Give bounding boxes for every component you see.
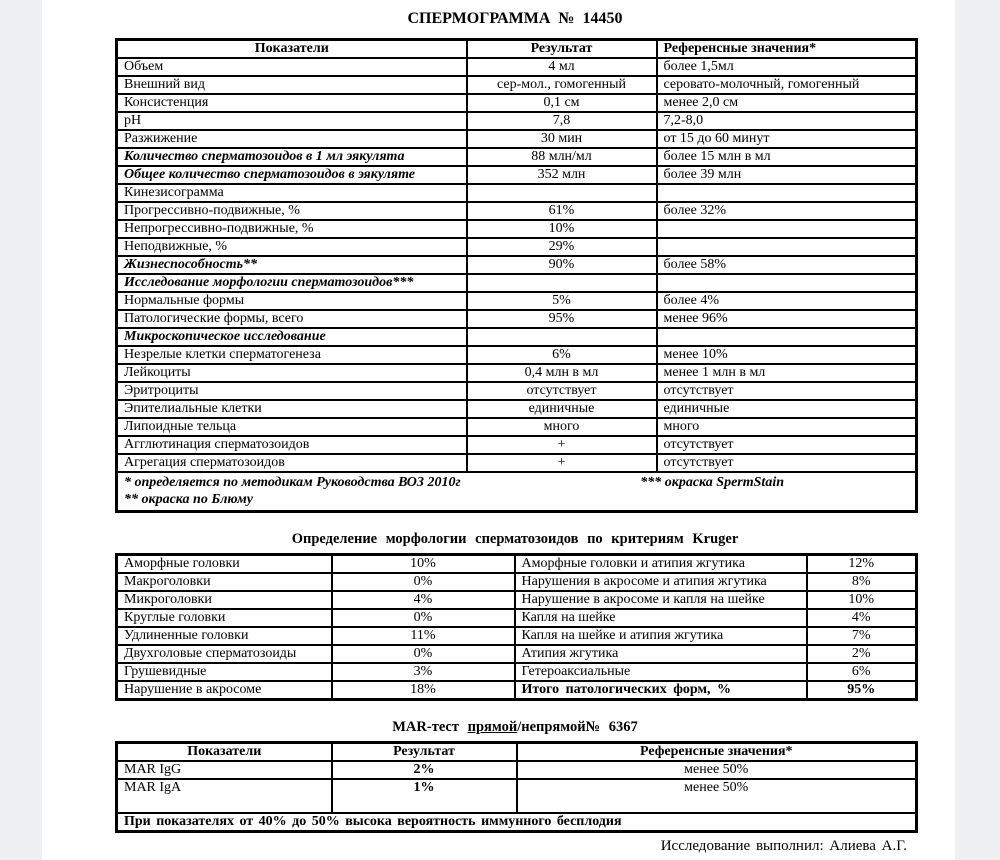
reference-value: единичные <box>657 400 917 418</box>
indicator-label: Эритроциты <box>117 382 467 400</box>
indicator-label: Исследование морфологии сперматозоидов*** <box>117 274 467 292</box>
kruger-table-body <box>117 555 917 700</box>
kruger-right-label: Итого патологических форм, % <box>515 681 807 700</box>
document-page <box>42 0 955 860</box>
table-row <box>117 645 917 663</box>
mar-reference-value: менее 50% <box>517 761 917 779</box>
indicator-label: Лейкоциты <box>117 364 467 382</box>
kruger-left-label: Аморфные головки <box>117 555 332 574</box>
document-content <box>42 0 915 855</box>
result-value: 10% <box>467 220 657 238</box>
table-row <box>117 220 917 238</box>
reference-value <box>657 220 917 238</box>
reference-value: менее 2,0 см <box>657 94 917 112</box>
table-row <box>117 256 917 274</box>
table-row <box>117 400 917 418</box>
table-row <box>117 627 917 645</box>
indicator-label: Разжижение <box>117 130 467 148</box>
indicator-label: Количество сперматозоидов в 1 мл эякулята <box>117 148 467 166</box>
reference-value: более 4% <box>657 292 917 310</box>
reference-value: 7,2-8,0 <box>657 112 917 130</box>
table-row <box>117 184 917 202</box>
kruger-left-label: Макроголовки <box>117 573 332 591</box>
footnote-spermstain: *** окраска SpermStain <box>640 475 784 490</box>
kruger-right-label: Капля на шейке и атипия жгутика <box>515 627 807 645</box>
indicator-label: Нормальные формы <box>117 292 467 310</box>
result-value: 7,8 <box>467 112 657 130</box>
reference-value <box>657 184 917 202</box>
table-row <box>117 761 917 779</box>
indicator-label: Агрегация сперматозоидов <box>117 454 467 472</box>
kruger-left-value: 0% <box>332 609 515 627</box>
reference-value: более 15 млн в мл <box>657 148 917 166</box>
reference-value <box>657 274 917 292</box>
kruger-left-label: Грушевидные <box>117 663 332 681</box>
reference-value: более 32% <box>657 202 917 220</box>
result-value: 6% <box>467 346 657 364</box>
mar-test-table <box>115 741 918 833</box>
mar-result-value: 1% <box>332 779 517 813</box>
table-row <box>117 166 917 184</box>
result-value: 352 млн <box>467 166 657 184</box>
table-row <box>117 94 917 112</box>
footnote-row <box>117 472 917 512</box>
kruger-left-value: 3% <box>332 663 515 681</box>
reference-value <box>657 238 917 256</box>
table-row <box>117 779 917 813</box>
kruger-right-label: Нарушения в акросоме и атипия жгутика <box>515 573 807 591</box>
result-value <box>467 274 657 292</box>
reference-value: более 1,5мл <box>657 58 917 76</box>
result-value: 4 мл <box>467 58 657 76</box>
indicator-label: Консистенция <box>117 94 467 112</box>
result-value <box>467 328 657 346</box>
table-header-row <box>117 40 917 59</box>
indicator-label: Прогрессивно-подвижные, % <box>117 202 467 220</box>
kruger-right-value: 8% <box>807 573 917 591</box>
result-value: 0,1 см <box>467 94 657 112</box>
reference-value: более 39 млн <box>657 166 917 184</box>
indicator-label: Внешний вид <box>117 76 467 94</box>
footnote-who-method: * определяется по методикам Руководства ВОЗ 2010г <box>124 475 461 490</box>
result-value: много <box>467 418 657 436</box>
table-row <box>117 573 917 591</box>
indicator-label: Общее количество сперматозоидов в эякуляте <box>117 166 467 184</box>
table-row <box>117 346 917 364</box>
reference-value: отсутствует <box>657 436 917 454</box>
result-value: 90% <box>467 256 657 274</box>
reference-value: серовато-молочный, гомогенный <box>657 76 917 94</box>
table-row <box>117 609 917 627</box>
table-row <box>117 663 917 681</box>
mar-column-header-indicators: Показатели <box>117 743 332 762</box>
kruger-right-value: 6% <box>807 663 917 681</box>
reference-value: много <box>657 418 917 436</box>
table-row <box>117 555 917 574</box>
kruger-right-value: 7% <box>807 627 917 645</box>
table-row <box>117 310 917 328</box>
indicator-label: Неподвижные, % <box>117 238 467 256</box>
footnote-line-1 <box>124 474 909 491</box>
mar-table-body <box>117 761 917 813</box>
page-title: СПЕРМОГРАММА № 14450 <box>407 10 623 27</box>
result-value: 29% <box>467 238 657 256</box>
indicator-label: Эпителиальные клетки <box>117 400 467 418</box>
indicator-label: pH <box>117 112 467 130</box>
indicator-label: Липоидные тельца <box>117 418 467 436</box>
table-row <box>117 76 917 94</box>
reference-value <box>657 328 917 346</box>
table-row <box>117 454 917 472</box>
kruger-right-label: Гетероаксиальные <box>515 663 807 681</box>
mar-indicator-label: MAR IgA <box>117 779 332 813</box>
indicator-label: Жизнеспособность** <box>117 256 467 274</box>
table-row <box>117 202 917 220</box>
indicator-label: Агглютинация сперматозоидов <box>117 436 467 454</box>
mar-header-row <box>117 743 917 762</box>
kruger-morphology-table <box>115 553 918 701</box>
result-value: единичные <box>467 400 657 418</box>
kruger-left-label: Микроголовки <box>117 591 332 609</box>
spermogram-table <box>115 38 918 513</box>
kruger-right-value: 10% <box>807 591 917 609</box>
kruger-left-value: 11% <box>332 627 515 645</box>
mar-footer-note: При показателях от 40% до 50% высока вероятность иммунного бесплодия <box>117 813 917 832</box>
mar-title-suffix: /непрямой№ 6367 <box>517 719 638 735</box>
kruger-left-label: Удлиненные головки <box>117 627 332 645</box>
result-value: 30 мин <box>467 130 657 148</box>
kruger-table-title: Определение морфологии сперматозоидов по критериям Kruger <box>291 531 739 547</box>
column-header-reference: Референсные значения* <box>657 40 917 59</box>
kruger-right-label: Атипия жгутика <box>515 645 807 663</box>
indicator-label: Объем <box>117 58 467 76</box>
reference-value: менее 1 млн в мл <box>657 364 917 382</box>
kruger-left-value: 10% <box>332 555 515 574</box>
reference-value: от 15 до 60 минут <box>657 130 917 148</box>
table-row <box>117 382 917 400</box>
result-value <box>467 184 657 202</box>
table-row <box>117 292 917 310</box>
kruger-left-value: 4% <box>332 591 515 609</box>
column-header-indicators: Показатели <box>117 40 467 59</box>
indicator-label: Микроскопическое исследование <box>117 328 467 346</box>
kruger-left-value: 0% <box>332 645 515 663</box>
reference-value: менее 96% <box>657 310 917 328</box>
indicator-label: Патологические формы, всего <box>117 310 467 328</box>
table-row <box>117 418 917 436</box>
mar-test-title <box>115 719 915 736</box>
table-row <box>117 681 917 700</box>
footnote-line-2: ** окраска по Блюму <box>124 492 253 507</box>
kruger-left-value: 0% <box>332 573 515 591</box>
indicator-label: Кинезисограмма <box>117 184 467 202</box>
result-value: 61% <box>467 202 657 220</box>
table-row <box>117 274 917 292</box>
kruger-right-label: Аморфные головки и атипия жгутика <box>515 555 807 574</box>
mar-title-prefix: MAR-тест <box>392 719 468 735</box>
kruger-left-label: Двухголовые сперматозоиды <box>117 645 332 663</box>
table-row <box>117 58 917 76</box>
mar-column-header-result: Результат <box>332 743 517 762</box>
indicator-label: Незрелые клетки сперматогенеза <box>117 346 467 364</box>
kruger-left-label: Круглые головки <box>117 609 332 627</box>
result-value: + <box>467 436 657 454</box>
result-value: 95% <box>467 310 657 328</box>
reference-value: более 58% <box>657 256 917 274</box>
mar-title-underlined: прямой <box>467 719 518 735</box>
reference-value: менее 10% <box>657 346 917 364</box>
table-row <box>117 364 917 382</box>
mar-indicator-label: MAR IgG <box>117 761 332 779</box>
indicator-label: Непрогрессивно-подвижные, % <box>117 220 467 238</box>
mar-reference-value: менее 50% <box>517 779 917 813</box>
mar-column-header-reference: Референсные значения* <box>517 743 917 762</box>
mar-footer-row <box>117 813 917 832</box>
footnote-cell <box>117 472 917 512</box>
table-row <box>117 238 917 256</box>
result-value: отсутствует <box>467 382 657 400</box>
main-table-body <box>117 58 917 472</box>
kruger-right-label: Капля на шейке <box>515 609 807 627</box>
table-row <box>117 130 917 148</box>
result-value: 5% <box>467 292 657 310</box>
result-value: 88 млн/мл <box>467 148 657 166</box>
result-value: 0,4 млн в мл <box>467 364 657 382</box>
kruger-right-value: 12% <box>807 555 917 574</box>
table-row <box>117 148 917 166</box>
kruger-left-value: 18% <box>332 681 515 700</box>
table-row <box>117 436 917 454</box>
column-header-result: Результат <box>467 40 657 59</box>
kruger-right-label: Нарушение в акросоме и капля на шейке <box>515 591 807 609</box>
reference-value: отсутствует <box>657 454 917 472</box>
result-value: + <box>467 454 657 472</box>
kruger-right-value: 4% <box>807 609 917 627</box>
kruger-right-value: 95% <box>807 681 917 700</box>
mar-result-value: 2% <box>332 761 517 779</box>
table-row <box>117 591 917 609</box>
table-row <box>117 112 917 130</box>
reference-value: отсутствует <box>657 382 917 400</box>
table-row <box>117 328 917 346</box>
kruger-right-value: 2% <box>807 645 917 663</box>
result-value: сер-мол., гомогенный <box>467 76 657 94</box>
performed-by: Исследование выполнил: Алиева А.Г. <box>660 838 907 854</box>
kruger-left-label: Нарушение в акросоме <box>117 681 332 700</box>
